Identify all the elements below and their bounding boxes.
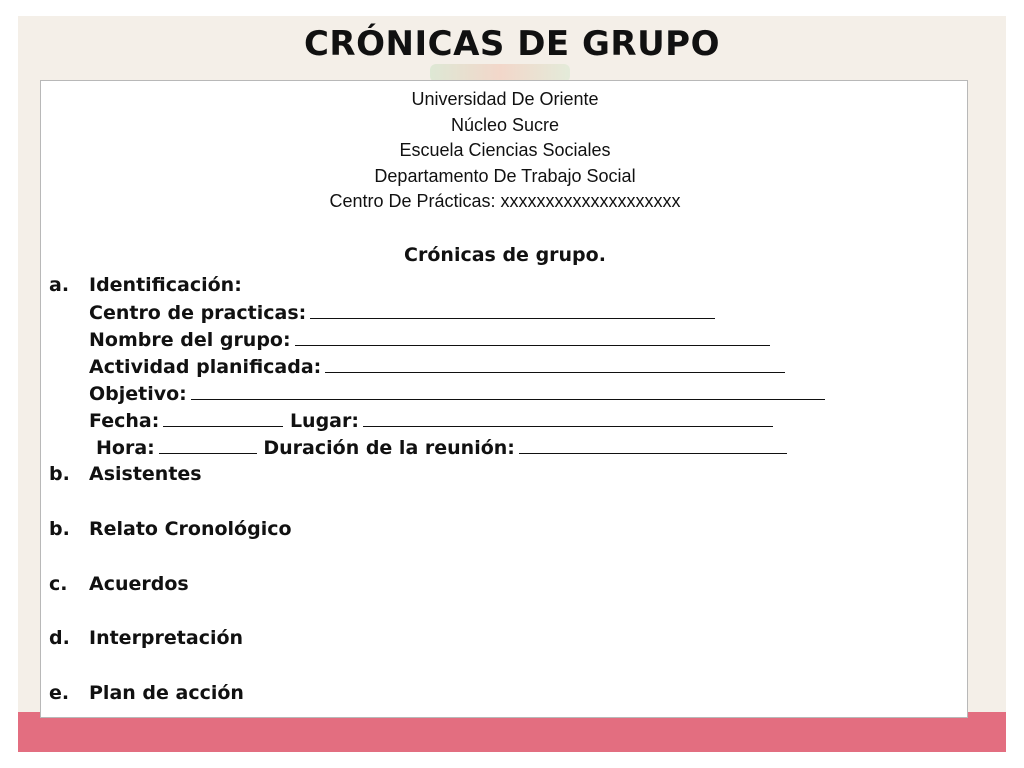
field-label: Actividad planificada: xyxy=(89,356,322,378)
field-fecha-lugar xyxy=(89,409,773,432)
field-label: Lugar: xyxy=(289,410,359,432)
header-university: Universidad De Oriente xyxy=(411,89,599,109)
section-relato xyxy=(49,518,292,540)
section-identificacion xyxy=(49,274,242,296)
blank-line xyxy=(310,301,715,319)
header-practice-center: Centro De Prácticas: xxxxxxxxxxxxxxxxxxxx xyxy=(329,191,681,211)
blank-line xyxy=(191,382,825,400)
document-card xyxy=(40,80,968,718)
header-nucleus: Núcleo Sucre xyxy=(450,114,560,135)
field-label: Nombre del grupo: xyxy=(89,329,291,351)
section-interpretacion xyxy=(49,627,243,649)
section-label: Asistentes xyxy=(89,463,202,485)
section-letter: b. xyxy=(49,518,70,540)
section-label: Plan de acción xyxy=(89,682,244,704)
section-label: Identificación: xyxy=(89,274,242,296)
footer-band xyxy=(18,712,1006,752)
field-nombre-grupo xyxy=(89,328,770,351)
section-plan-accion xyxy=(49,682,244,704)
field-actividad xyxy=(89,355,785,378)
field-centro-practicas xyxy=(89,301,715,324)
section-label: Interpretación xyxy=(89,627,244,649)
document-header xyxy=(41,87,969,215)
field-objetivo xyxy=(89,382,825,405)
field-label: Objetivo: xyxy=(89,383,187,405)
section-letter: d. xyxy=(49,627,70,649)
section-label: Relato Cronológico xyxy=(89,518,292,540)
section-acuerdos xyxy=(49,573,189,595)
section-letter: b. xyxy=(49,463,70,485)
section-letter: e. xyxy=(49,682,70,704)
field-label: Centro de practicas: xyxy=(89,302,307,324)
field-label: Duración de la reunión: xyxy=(263,437,515,459)
section-label: Acuerdos xyxy=(89,573,189,595)
blank-line xyxy=(163,409,283,427)
header-department: Departamento De Trabajo Social xyxy=(374,165,636,186)
blank-line xyxy=(295,328,770,346)
field-label: Fecha: xyxy=(89,410,160,432)
section-letter: c. xyxy=(49,573,68,595)
field-label: Hora: xyxy=(96,437,155,459)
blank-line xyxy=(363,409,773,427)
header-school: Escuela Ciencias Sociales xyxy=(399,140,611,160)
field-hora-duracion xyxy=(96,436,787,459)
slide-title: CRÓNICAS DE GRUPO xyxy=(303,24,721,64)
blank-line xyxy=(519,436,787,454)
section-letter: a. xyxy=(49,274,70,296)
document-subtitle: Crónicas de grupo. xyxy=(404,244,606,266)
section-asistentes xyxy=(49,463,202,485)
blank-line xyxy=(325,355,785,373)
blank-line xyxy=(159,436,257,454)
